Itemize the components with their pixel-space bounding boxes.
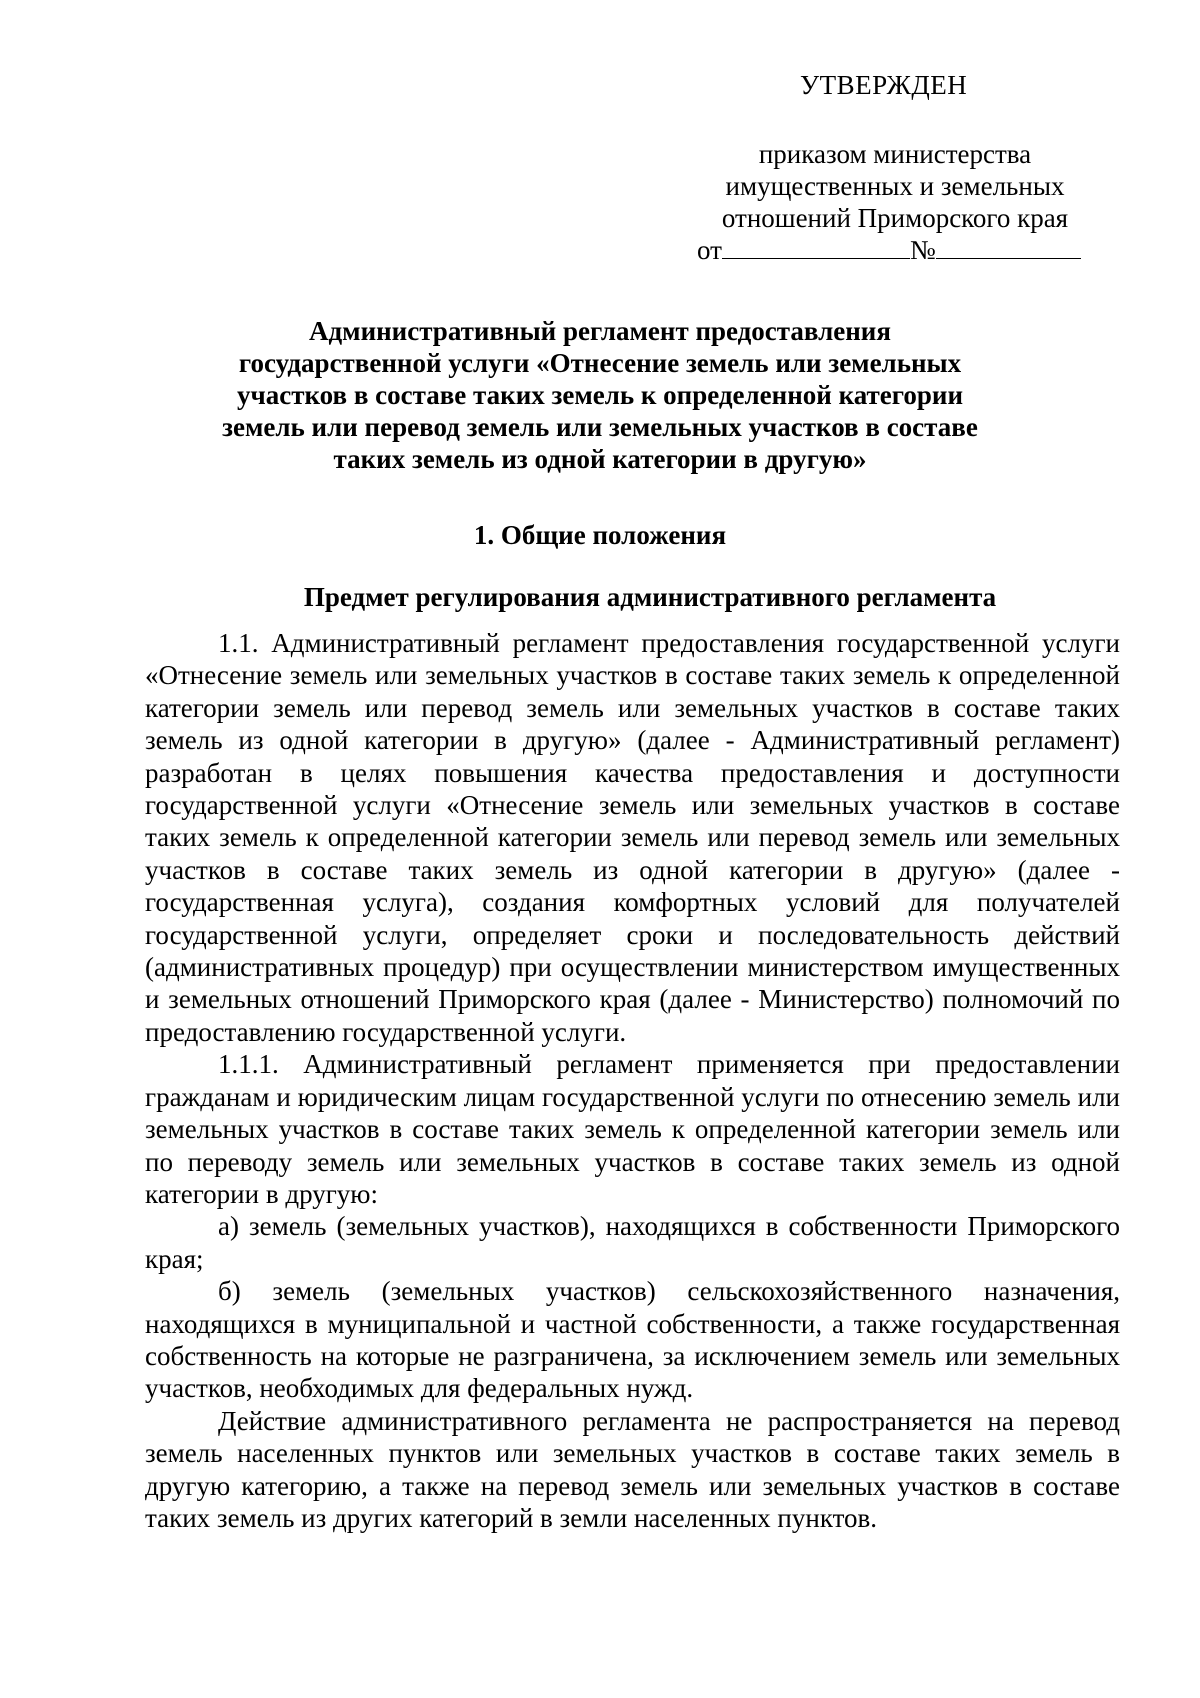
paragraph-item-a: а) земель (земельных участков), находящихся в собственности Приморского края; — [145, 1211, 1120, 1274]
date-blank — [722, 236, 910, 259]
paragraph-1-1: 1.1. Административный регламент предоставления государственной услуги «Отнесение земель или земельных участков в составе таких земель к определенной категории земель или перевод земель или земельных участков в составе таких земель из одной категории в другую» (далее - Административный регламент) разработан в целях повышения качества предоставления и доступности государственной услуги «Отнесение земель или земельных участков в составе таких земель к определенной категории земель или перевод земель или земельных участков в составе таких земель из одной категории в другую» (далее - государственная услуга), создания комфортных условий для получателей государственной услуги, определяет сроки и последовательность действий (административных процедур) при осуществлении министерством имущественных и земельных отношений Приморского края (далее - Министерство) полномочий по предоставлению государственной услуги. — [145, 628, 1120, 1047]
paragraph-item-b: б) земель (земельных участков) сельскохозяйственного назначения, находящихся в муниципальной и частной собственности, а также государственная собственность на которые не разграничена, за исключением земель или земельных участков, необходимых для федеральных нужд. — [145, 1276, 1120, 1404]
approval-line: имущественных и земельных — [725, 171, 1065, 201]
subsection-heading: Предмет регулирования административного регламента — [303, 582, 997, 612]
date-prefix: от — [697, 235, 722, 265]
document-body — [145, 627, 1120, 1534]
document-title-line: государственной услуги «Отнесение земель или земельных — [238, 348, 962, 378]
approval-date-line — [697, 235, 1081, 266]
number-sign: № — [909, 235, 936, 265]
approval-line: отношений Приморского края — [721, 203, 1069, 233]
paragraph-1-1-1: 1.1.1. Административный регламент применяется при предоставлении гражданам и юридическим лицам государственной услуги по отнесению земель или земельных участков в составе таких земель к определенной категории земель или по переводу земель или земельных участков в составе таких земель из одной категории в другую: — [145, 1049, 1120, 1209]
approval-order-block — [700, 138, 1090, 234]
approval-line: приказом министерства — [758, 139, 1032, 169]
approval-stamp-title: УТВЕРЖДЕН — [800, 70, 968, 100]
document-title — [210, 315, 990, 475]
number-blank — [936, 236, 1081, 259]
document-title-line: земель или перевод земель или земельных участков в составе — [222, 412, 978, 442]
document-title-line: участков в составе таких земель к определенной категории — [237, 380, 963, 410]
paragraph-scope-exclusion: Действие административного регламента не распространяется на перевод земель населенных пунктов или земельных участков в составе таких земель в другую категорию, а также на перевод земель или земельных участков в составе таких земель из других категорий в земли населенных пунктов. — [145, 1405, 1120, 1533]
document-title-line: Административный регламент предоставления — [309, 316, 891, 346]
section-heading: 1. Общие положения — [473, 520, 727, 550]
document-title-line: таких земель из одной категории в другую» — [333, 444, 867, 474]
